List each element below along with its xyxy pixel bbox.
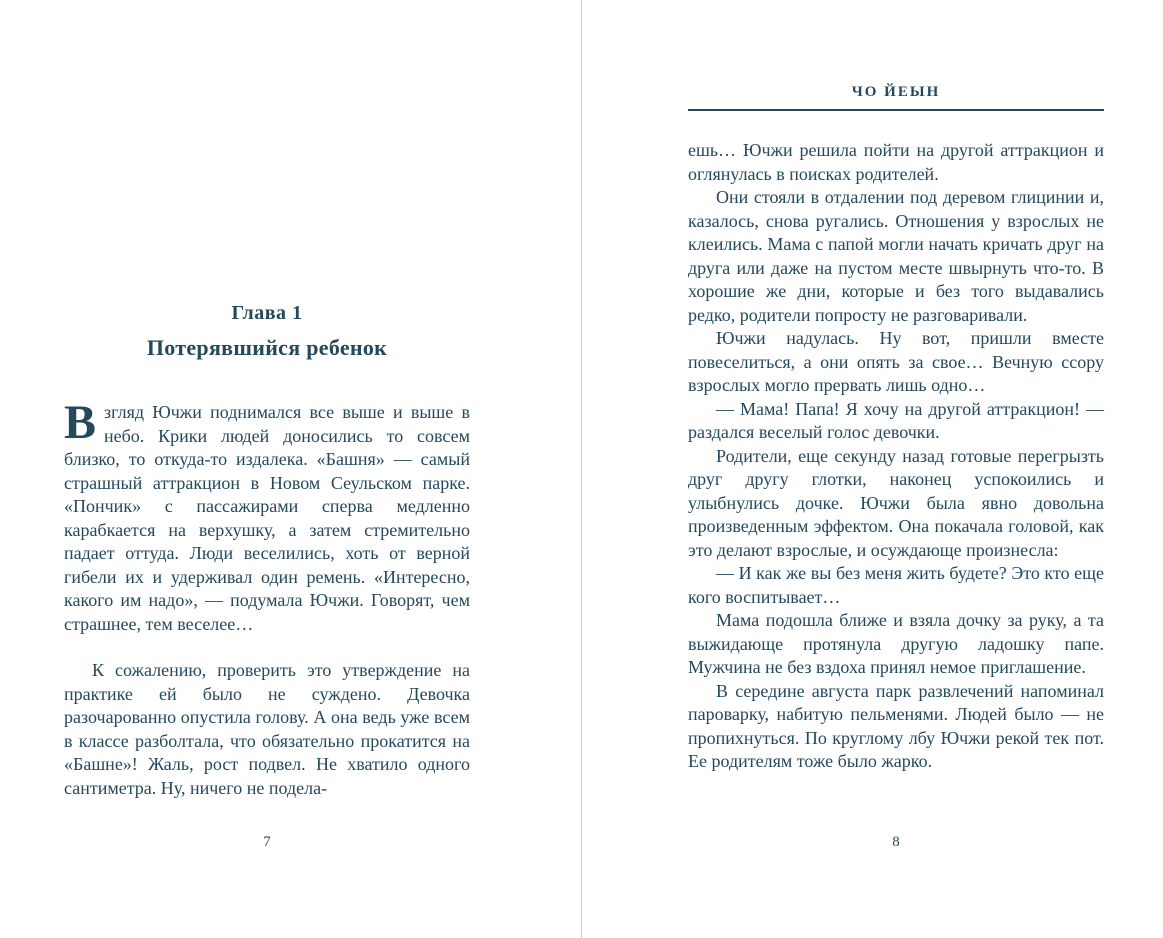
running-header: ЧО ЙЕЫН bbox=[851, 84, 941, 100]
paragraph: Они стояли в отдалении под деревом глицинии и, казалось, снова ругались. Отношения у взрослых не клеились. Мама с папой могли начать кричать друг на друга или даже на пустом месте швырнуть что-то. В хорошие же дни, которые и без того выдавались редко, родители попросту не разговаривали. bbox=[688, 187, 1104, 325]
right-page bbox=[688, 84, 1104, 774]
paragraph bbox=[64, 396, 470, 636]
paragraph: В середине августа парк развлечений напоминал пароварку, набитую пельменями. Людей было — не пропихнуться. По круглому лбу Ючжи рекой тек пот. Ее родителям тоже было жарко. bbox=[688, 680, 1104, 771]
chapter-title: Потерявшийся ребенок bbox=[146, 335, 388, 360]
page-number-left: 7 bbox=[263, 834, 271, 850]
chapter-label: Глава 1 bbox=[231, 302, 303, 324]
paragraph: Родители, еще секунду назад готовые перегрызть друг другу глотки, наконец успокоились и улыбнулись дочке. Ючжи была явно довольна произведенным эффектом. Она покачала головой, как это делают взрослые, и осуждающе произнесла: bbox=[688, 445, 1104, 560]
paragraph-text: згляд Ючжи поднимался все выше и выше в небо. Крики людей доносились то совсем близко, то откуда-то издалека. «Башня» — самый страшный аттракцион в Новом Сеульском парке. «Пончик» с пассажирами сперва медленно карабкается на верхушку, а затем стремительно падает оттуда. Люди веселились, хоть от верной гибели их и удерживал один ремень. «Интересно, какого им надо», — подумала Ючжи. Говорят, чем страшнее, тем веселее… bbox=[64, 402, 470, 634]
drop-cap: В bbox=[64, 396, 97, 449]
paragraph: К сожалению, проверить это утверждение на практике ей было не суждено. Девочка разочарованно опустила голову. А она ведь уже всем в классе разболтала, что обязательно прокатится на «Башне»! Жаль, рост подвел. Не хватило одного сантиметра. Ну, ничего не подела- bbox=[64, 660, 470, 798]
left-page bbox=[64, 302, 470, 800]
paragraph: Мама подошла ближе и взяла дочку за руку, а та выжидающе протянула другую ладошку папе. Мужчина не без вздоха принял немое приглашение. bbox=[688, 610, 1104, 677]
page-divider bbox=[581, 0, 582, 938]
paragraph: Ючжи надулась. Ну вот, пришли вместе повеселиться, а они опять за свое… Вечную ссору взрослых могло прервать лишь одно… bbox=[688, 328, 1104, 395]
page-header bbox=[688, 84, 1104, 111]
paragraph: — Мама! Папа! Я хочу на другой аттракцион! — раздался веселый голос девочки. bbox=[688, 398, 1104, 442]
paragraph: ешь… Ючжи решила пойти на другой аттракцион и оглянулась в поисках родителей. bbox=[688, 140, 1104, 184]
header-rule bbox=[688, 109, 1104, 111]
paragraph: — И как же вы без меня жить будете? Это кто еще кого воспитывает… bbox=[688, 563, 1104, 607]
page-number-right: 8 bbox=[892, 834, 900, 850]
